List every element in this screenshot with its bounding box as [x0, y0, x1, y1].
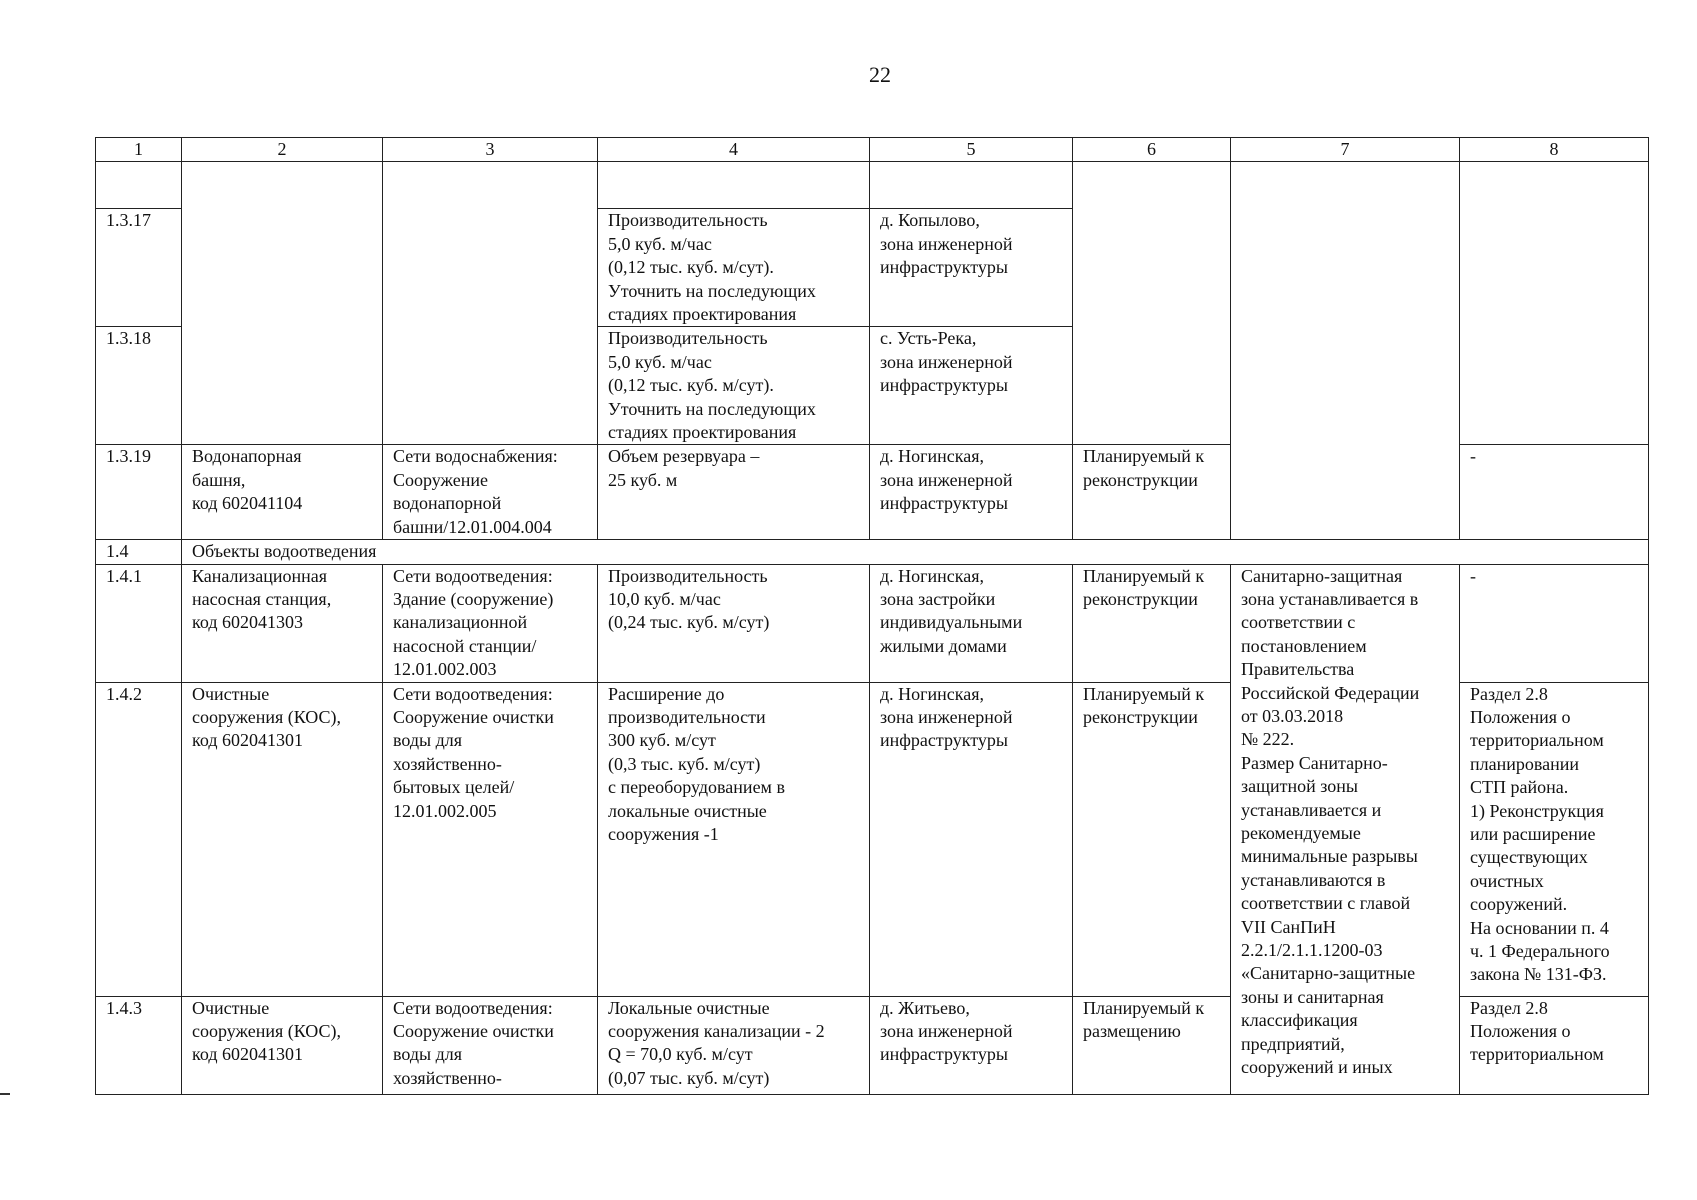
row-number: 1.3.18 [96, 327, 182, 445]
object-name-cell: Канализационная насосная станция, код 602041303 [182, 564, 383, 682]
table-row-1-4-1 [96, 564, 1649, 682]
row-number: 1.4.2 [96, 682, 182, 996]
location-cell: д. Ногинская, зона инженерной инфраструктуры [870, 445, 1073, 540]
location-cell: д. Житьево, зона инженерной инфраструктуры [870, 996, 1073, 1094]
location-cell: с. Усть-Река, зона инженерной инфраструктуры [870, 327, 1073, 445]
status-cell: Планируемый к размещению [1073, 996, 1231, 1094]
basis-cell: Раздел 2.8 Положения о территориальном [1460, 996, 1649, 1094]
object-type-cell: Сети водоотведения: Сооружение очистки воды для хозяйственно- [383, 996, 598, 1094]
capacity-cell: Производительность 10,0 куб. м/час (0,24 тыс. куб. м/сут) [598, 564, 870, 682]
status-cell: Планируемый к реконструкции [1073, 682, 1231, 996]
status-cell: Планируемый к реконструкции [1073, 564, 1231, 682]
margin-dash [0, 1093, 10, 1095]
column-number-1: 1 [96, 138, 182, 162]
cell-empty-col6 [1073, 162, 1231, 445]
cell-empty [96, 162, 182, 209]
object-name-cell: Очистные сооружения (КОС), код 602041301 [182, 996, 383, 1094]
column-number-3: 3 [383, 138, 598, 162]
status-cell: Планируемый к реконструкции [1073, 445, 1231, 540]
column-number-6: 6 [1073, 138, 1231, 162]
column-number-7: 7 [1231, 138, 1460, 162]
cell-empty-col5 [870, 162, 1073, 209]
object-name-cell: Водонапорная башня, код 602041104 [182, 445, 383, 540]
capacity-cell: Объем резервуара – 25 куб. м [598, 445, 870, 540]
column-number-2: 2 [182, 138, 383, 162]
object-type-cell: Сети водоотведения: Сооружение очистки воды для хозяйственно- бытовых целей/ 12.01.002.005 [383, 682, 598, 996]
section-title: Объекты водоотведения [182, 540, 1649, 564]
location-cell: д. Ногинская, зона застройки индивидуальными жилыми домами [870, 564, 1073, 682]
cell-empty-col2 [182, 162, 383, 445]
basis-cell: - [1460, 445, 1649, 540]
section-number: 1.4 [96, 540, 182, 564]
capacity-cell: Производительность 5,0 куб. м/час (0,12 тыс. куб. м/сут). Уточнить на последующих стадиях проектирования [598, 209, 870, 327]
capacity-cell: Локальные очистные сооружения канализации - 2 Q = 70,0 куб. м/сут (0,07 тыс. куб. м/сут) [598, 996, 870, 1094]
page-number: 22 [869, 62, 891, 87]
column-number-row [96, 138, 1649, 162]
row-number: 1.4.3 [96, 996, 182, 1094]
object-name-cell: Очистные сооружения (КОС), код 602041301 [182, 682, 383, 996]
cell-empty-col3 [383, 162, 598, 445]
column-number-5: 5 [870, 138, 1073, 162]
cell-empty-col4 [598, 162, 870, 209]
cell-empty-col7 [1231, 162, 1460, 540]
column-number-8: 8 [1460, 138, 1649, 162]
basis-cell: - [1460, 564, 1649, 682]
location-cell: д. Копылово, зона инженерной инфраструктуры [870, 209, 1073, 327]
object-type-cell: Сети водоотведения: Здание (сооружение) канализационной насосной станции/ 12.01.002.003 [383, 564, 598, 682]
capacity-cell: Производительность 5,0 куб. м/час (0,12 тыс. куб. м/сут). Уточнить на последующих стадиях проектирования [598, 327, 870, 445]
capacity-cell: Расширение до производительности 300 куб. м/сут (0,3 тыс. куб. м/сут) с переоборудованием в локальные очистные сооружения -1 [598, 682, 870, 996]
row-number: 1.3.19 [96, 445, 182, 540]
basis-cell: Раздел 2.8 Положения о территориальном планировании СТП района. 1) Реконструкция или расширение существующих очистных сооружений. На основании п. 4 ч. 1 Федерального закона № 131-ФЗ. [1460, 682, 1649, 996]
table-row-continuation [96, 162, 1649, 209]
planning-objects-table [95, 137, 1649, 1095]
object-type-cell: Сети водоснабжения: Сооружение водонапорной башни/12.01.004.004 [383, 445, 598, 540]
row-number: 1.3.17 [96, 209, 182, 327]
column-number-4: 4 [598, 138, 870, 162]
row-number: 1.4.1 [96, 564, 182, 682]
cell-empty-col8 [1460, 162, 1649, 445]
sanitary-zone-cell: Санитарно-защитная зона устанавливается в соответствии с постановлением Правительства Российской Федерации от 03.03.2018 № 222. Размер Санитарно- защитной зоны устанавливается и рекомендуемые минимальные разрывы устанавливаются в соответствии с главой VII СанПиН 2.2.1/2.1.1.1200-03 «Санитарно-защитные зоны и санитарная классификация предприятий, сооружений и иных [1231, 564, 1460, 1094]
location-cell: д. Ногинская, зона инженерной инфраструктуры [870, 682, 1073, 996]
section-row-1-4 [96, 540, 1649, 564]
